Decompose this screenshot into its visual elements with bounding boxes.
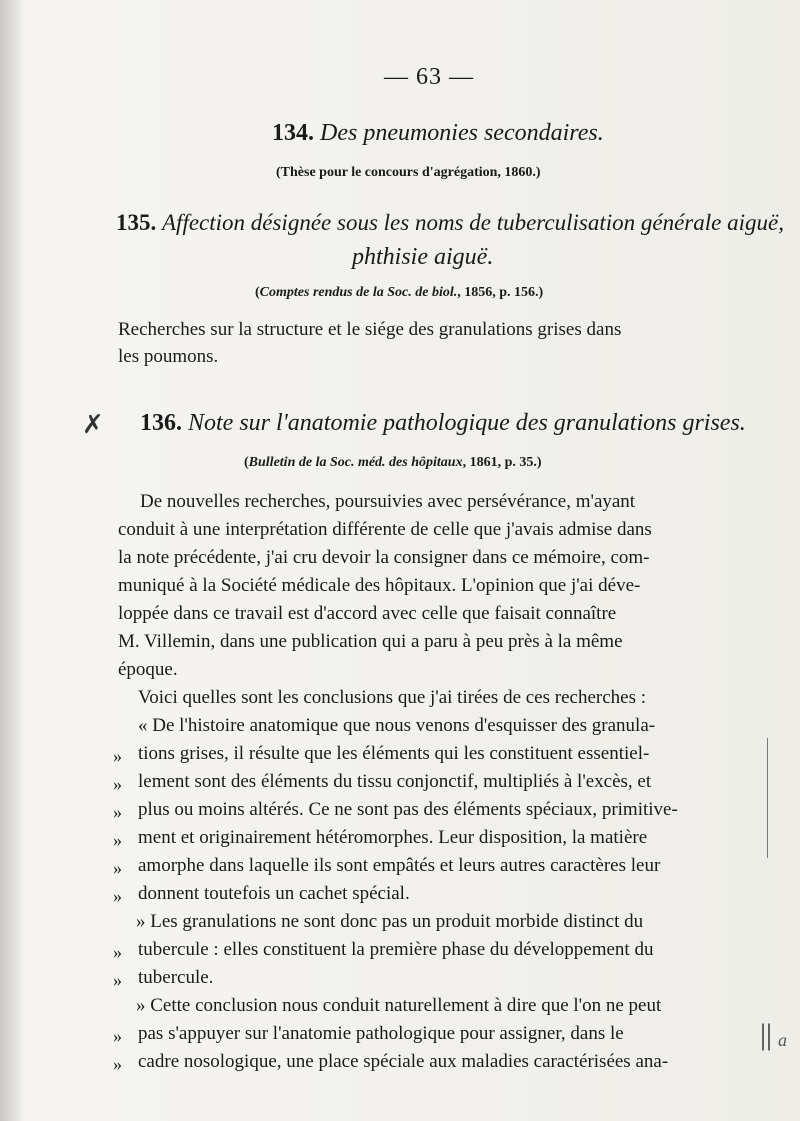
body-line-1: De nouvelles recherches, poursuivies avec persévérance, m'ayant [140, 491, 636, 512]
body-line-8: Voici quelles sont les conclusions que j'ai tirées de ces recherches : [138, 687, 646, 708]
page-edge-shadow [0, 0, 24, 1121]
entry-135-citation-open: ( [255, 285, 260, 300]
quote-mark-4: » [113, 830, 122, 850]
body-line-17: tubercule : elles constituent la première phase du développement du [138, 939, 654, 960]
entry-136-citation-open: ( [244, 455, 249, 470]
entry-135-title-line2: phthisie aiguë. [352, 244, 494, 270]
entry-134-number: 134. [272, 120, 314, 146]
quote-mark-3: » [113, 802, 122, 822]
body-line-2: conduit à une interprétation différente de celle que j'avais admise dans [118, 519, 652, 540]
body-line-11: lement sont des éléments du tissu conjonctif, multipliés à l'excès, et [138, 771, 652, 792]
margin-letter-mark: a [778, 1030, 787, 1050]
entry-136-number: 136. [140, 410, 182, 436]
body-line-18: tubercule. [138, 967, 214, 988]
quote-mark-10: » [113, 1054, 122, 1074]
body-line-9: « De l'histoire anatomique que nous venons d'esquisser des granula- [138, 715, 656, 736]
entry-134-title: Des pneumonies secondaires. [320, 120, 604, 146]
entry-136-citation-source: Bulletin de la Soc. méd. des hôpitaux [248, 455, 463, 470]
quote-mark-6: » [113, 886, 122, 906]
margin-double-bar-mark: || [760, 1018, 773, 1051]
quote-mark-5: » [113, 858, 122, 878]
margin-cross-mark: ✗ [82, 410, 104, 439]
body-line-21: cadre nosologique, une place spéciale aux maladies caractérisées ana- [138, 1051, 669, 1072]
page-number: — 63 — [384, 64, 474, 90]
body-line-5: loppée dans ce travail est d'accord avec celle que faisait connaître [118, 603, 617, 624]
entry-135-title-line1: Affection désignée sous les noms de tuberculisation générale aiguë, [162, 210, 784, 235]
entry-136-title: Note sur l'anatomie pathologique des granulations grises. [188, 410, 746, 436]
quote-mark-7: » [113, 942, 122, 962]
margin-pencil-line [767, 738, 768, 858]
entry-135-heading [116, 210, 784, 236]
body-line-10: tions grises, il résulte que les éléments qui les constituent essentiel- [138, 743, 650, 764]
body-line-15: donnent toutefois un cachet spécial. [138, 883, 410, 904]
entry-134-heading [272, 120, 604, 147]
quote-mark-2: » [113, 774, 122, 794]
entry-135-citation [255, 285, 543, 301]
body-line-7: époque. [118, 659, 178, 680]
entry-135-body-line-1: Recherches sur la structure et le siége des granulations grises dans [118, 319, 622, 340]
body-line-12: plus ou moins altérés. Ce ne sont pas des éléments spéciaux, primitive- [138, 799, 678, 820]
body-line-14: amorphe dans laquelle ils sont empâtés et leurs autres caractères leur [138, 855, 661, 876]
body-line-6: M. Villemin, dans une publication qui a paru à peu près à la même [118, 631, 623, 652]
body-line-3: la note précédente, j'ai cru devoir la consigner dans ce mémoire, com- [118, 547, 650, 568]
entry-136-heading [140, 410, 746, 437]
body-line-16: » Les granulations ne sont donc pas un produit morbide distinct du [136, 911, 644, 932]
entry-134-citation: (Thèse pour le concours d'agrégation, 1860.) [276, 165, 541, 180]
quote-mark-9: » [113, 1026, 122, 1046]
entry-136-citation [244, 455, 542, 471]
body-line-20: pas s'appuyer sur l'anatomie pathologique pour assigner, dans le [138, 1023, 624, 1044]
body-line-4: muniqué à la Société médicale des hôpitaux. L'opinion que j'ai déve- [118, 575, 641, 596]
entry-135-citation-rest: , 1856, p. 156.) [457, 285, 544, 300]
entry-135-citation-source: Comptes rendus de la Soc. de biol. [259, 285, 458, 300]
entry-135-body-line-2: les poumons. [118, 346, 219, 367]
quote-mark-8: » [113, 970, 122, 990]
body-line-19: » Cette conclusion nous conduit naturellement à dire que l'on ne peut [136, 995, 662, 1016]
entry-136-citation-rest: , 1861, p. 35.) [462, 455, 542, 470]
body-line-13: ment et originairement hétéromorphes. Leur disposition, la matière [138, 827, 648, 848]
quote-mark-1: » [113, 746, 122, 766]
entry-135-number: 135. [116, 210, 157, 235]
